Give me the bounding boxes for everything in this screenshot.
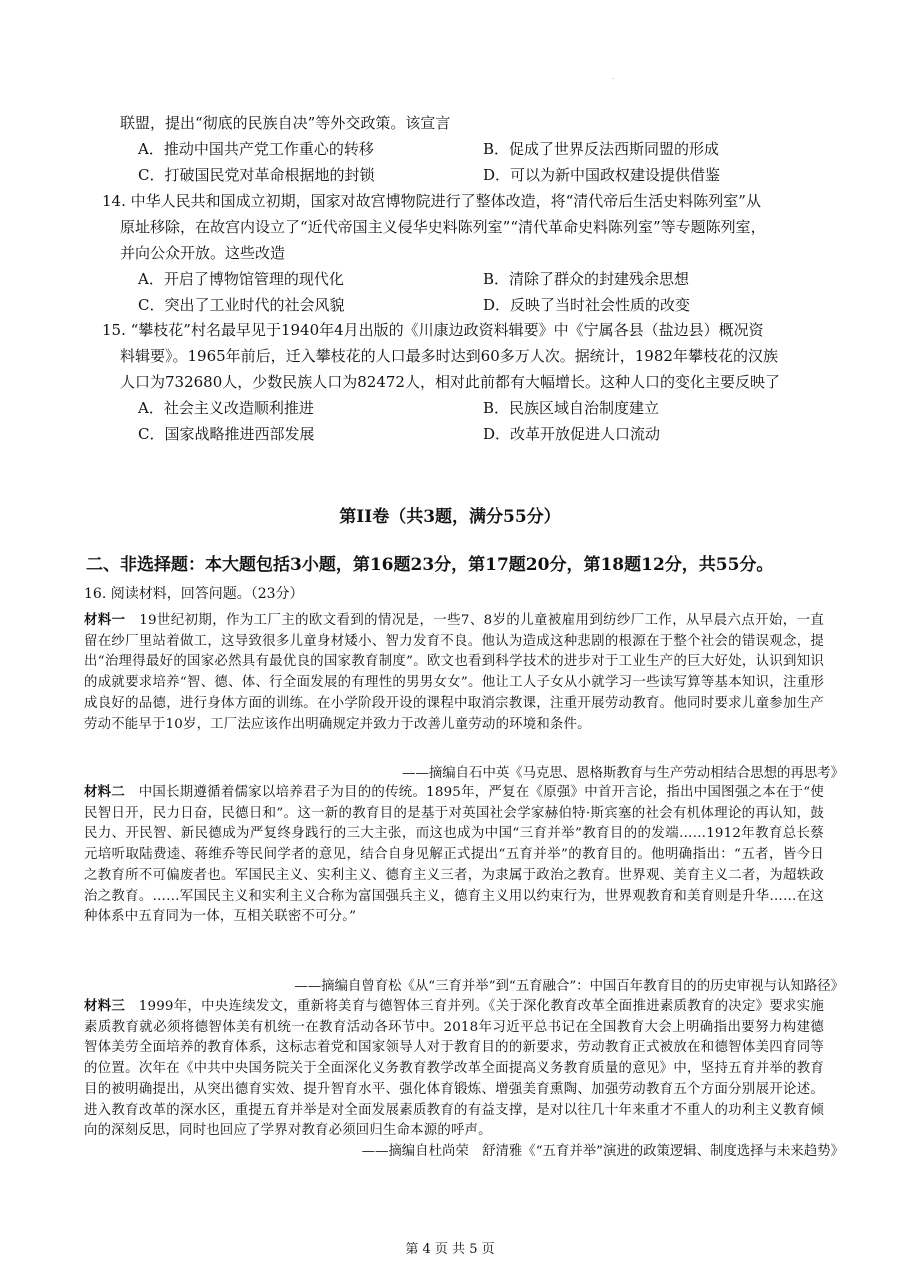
q15-option-a: A．社会主义改造顺利推进 [138, 399, 314, 417]
q14-stem-line3: 并向公众开放。这些改造 [120, 244, 286, 262]
material-1-text: 19世纪初期，作为工厂主的欧文看到的情况是，一些7、8岁的儿童被雇用到纺纱厂工作，从早晨六点开始，一直留在纱厂里站着做工，这导致很多儿童身材矮小、智力发育不良。他认为造成这种悲剧的根源在于整个社会的错误观念，提出“治理得最好的国家必然具有最优良的国家教育制度”。欧文也看到科学技术的进步对于工业生产的巨大好处，认识到知识的成就要求培养“智、德、体、行全面发展的有理性的男男女女”。他让工人子女从小就学习一些读写算等基本知识，注重形成良好的品德，进行身体方面的训练。在小学阶段开设的课程中取消宗教课，注重开展劳动教育。他同时要求儿童参加生产劳动不能早于10岁，工厂法应该作出明确规定并致力于改善儿童劳动的环境和条件。 [84, 613, 824, 732]
q15-option-d: D．改革开放促进人口流动 [483, 425, 661, 443]
material-2-text: 中国长期遵循着儒家以培养君子为目的的传统。1895年，严复在《原强》中首开言论，指出中国图强之本在于“使民智日开，民力日奋，民德日和”。这一新的教育目的是基于对英国社会学家赫伯特·斯宾塞的社会有机体理论的再认知，鼓民力、开民智、新民德成为严复终身践行的三大主张，而这也成为中国“三育并举”教育目的的发端……1912年教育总长蔡元培听取陆费逵、蒋维乔等民间学者的意见，结合自身见解正式提出“五育并举”的教育目的。他明确指出：“五者，皆今日之教育所不可偏废者也。军国民主义、实利主义、德育主义三者，为隶属于政治之教育。世界观、美育主义二者，为超轶政治之教育。……军国民主义和实利主义合称为富国强兵主义，德育主义用以约束行为，世界观教育和美育则是升华……在这种体系中五育同为一体，互相关联密不可分。” [84, 785, 824, 925]
scan-dot: · [612, 76, 614, 83]
q13-option-c: C．打破国民党对革命根据地的封锁 [138, 166, 375, 184]
q16-title: 16. 阅读材料，回答问题。（23分） [84, 586, 304, 602]
q14-option-d: D．反映了当时社会性质的改变 [483, 296, 691, 314]
q14-option-b: B．清除了群众的封建残余思想 [483, 270, 690, 288]
section-title: 第II卷（共3题，满分55分） [339, 507, 561, 527]
q14-option-c: C．突出了工业时代的社会风貌 [138, 296, 345, 314]
material-2-source: ——摘编自曾育松《从“三育并举”到“五育融合”：中国百年教育目的的历史审视与认知路径》 [294, 979, 844, 994]
q13-stem-tail: 联盟，提出“彻底的民族自决”等外交政策。该宣言 [120, 114, 451, 132]
part-title: 二、非选择题：本大题包括3小题，第16题23分，第17题20分，第18题12分，共55分。 [86, 555, 774, 575]
q13-option-d: D．可以为新中国政权建设提供借鉴 [483, 166, 721, 184]
q15-stem-line2: 料辑要》。1965年前后，迁入攀枝花的人口最多时达到60多万人次。据统计，1982年攀枝花的汉族 [120, 347, 778, 365]
q15-option-c: C．国家战略推进西部发展 [138, 425, 315, 443]
material-3-source: ——摘编自杜尚荣 舒清雅《“五育并举”演进的政策逻辑、制度选择与未来趋势》 [361, 1144, 844, 1159]
q13-option-b: B．促成了世界反法西斯同盟的形成 [483, 140, 720, 158]
q14-stem-line2: 原址移除，在故宫内设立了“近代帝国主义侵华史料陈列室”“清代革命史料陈列室”等专题陈列室， [120, 218, 766, 236]
q14-stem-line1: 14. 中华人民共和国成立初期，国家对故宫博物院进行了整体改造，将“清代帝后生活史料陈列室”从 [102, 192, 761, 210]
material-1 [84, 610, 824, 735]
q15-option-b: B．民族区域自治制度建立 [483, 399, 660, 417]
material-3 [84, 996, 824, 1142]
q14-option-a: A．开启了博物馆管理的现代化 [138, 270, 344, 288]
material-1-source: ——摘编自石中英《马克思、恩格斯教育与生产劳动相结合思想的再思考》 [402, 766, 844, 781]
page-footer: 第 4 页 共 5 页 [405, 1242, 495, 1257]
material-3-text: 1999年，中央连续发文，重新将美育与德智体三育并列。《关于深化教育改革全面推进素质教育的决定》要求实施素质教育就必须将德智体美有机统一在教育活动各环节中。2018年习近平总书记在全国教育大会上明确指出要努力构建德智体美劳全面培养的教育体系，这标志着党和国家领导人对于教育目的的新要求，劳动教育正式被放在和德智体美四育同等的位置。次年在《中共中央国务院关于全面深化义务教育教学改革全面提高义务教育质量的意见》中，坚持五育并举的教育目的被明确提出，从突出德育实效、提升智育水平、强化体育锻炼、增强美育熏陶、加强劳动教育五个方面分别展开论述。进入教育改革的深水区，重提五育并举是对全面发展素质教育的有益支撑，是对以往几十年来重才不重人的功利主义教育倾向的深刻反思，同时也回应了学界对教育必须回归生命本源的呼声。 [84, 999, 824, 1139]
material-2 [84, 782, 824, 928]
material-3-label: 材料三 [84, 998, 126, 1014]
material-1-label: 材料一 [84, 612, 126, 628]
q13-option-a: A．推动中国共产党工作重心的转移 [138, 140, 374, 158]
material-2-label: 材料二 [84, 784, 126, 800]
q15-stem-line3: 人口为732680人，少数民族人口为82472人，相对此前都有大幅增长。这种人口的变化主要反映了 [120, 373, 780, 391]
q15-stem-line1: 15. “攀枝花”村名最早见于1940年4月出版的《川康边政资料辑要》中《宁属各县（盐边县）概况资 [102, 321, 764, 339]
